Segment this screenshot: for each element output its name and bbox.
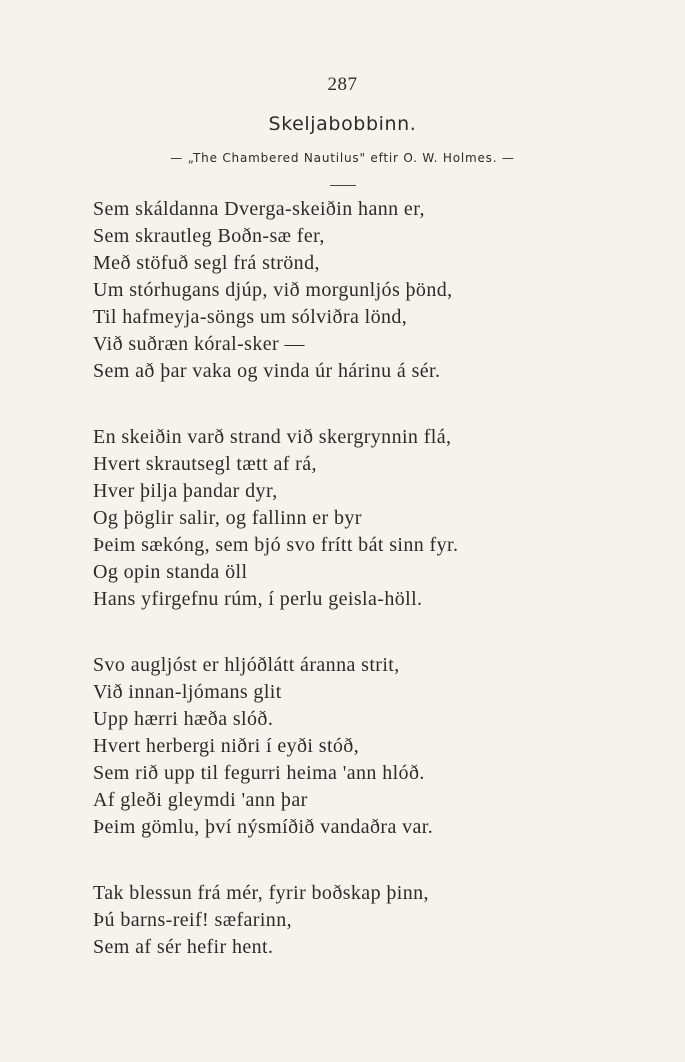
poem-line: Sem af sér hefir hent.	[93, 936, 274, 958]
poem-title: Skeljabobbinn.	[268, 113, 417, 135]
title-divider	[330, 185, 356, 186]
poem-line: Þú barns-reif! sæfarinn,	[93, 909, 292, 931]
poem-line: Hvert herbergi niðri í eyði stóð,	[93, 735, 360, 757]
page-number: 287	[327, 74, 358, 95]
poem-line: Við suðræn kóral-sker —	[93, 333, 305, 355]
poem-line: Við innan-ljómans glit	[93, 681, 282, 703]
poem-line: Og opin standa öll	[93, 561, 248, 583]
poem-line: Þeim sækóng, sem bjó svo frítt bát sinn fyr.	[93, 534, 459, 556]
stanza-3	[93, 652, 653, 841]
poem-line: Sem rið upp til fegurri heima 'ann hlóð.	[93, 762, 425, 784]
poem-line: En skeiðin varð strand við skergrynnin flá,	[93, 426, 452, 448]
stanza-1	[93, 196, 653, 385]
stanza-4	[93, 880, 653, 961]
poem-line: Af gleði gleymdi 'ann þar	[93, 789, 308, 811]
poem-line: Upp hærri hæða slóð.	[93, 708, 274, 730]
stanza-2	[93, 424, 653, 613]
poem-line: Með stöfuð segl frá strönd,	[93, 252, 320, 274]
poem-line: Sem skáldanna Dverga-skeiðin hann er,	[93, 198, 425, 220]
poem-line: Svo augljóst er hljóðlátt áranna strit,	[93, 654, 400, 676]
poem-line: Sem að þar vaka og vinda úr hárinu á sér.	[93, 360, 441, 382]
poem-line: Hver þilja þandar dyr,	[93, 480, 278, 502]
poem-line: Hans yfirgefnu rúm, í perlu geisla-höll.	[93, 588, 423, 610]
poem-line: Og þöglir salir, og fallinn er byr	[93, 507, 362, 529]
poem-line: Þeim gömlu, því nýsmíðið vandaðra var.	[93, 816, 434, 838]
poem-line: Um stórhugans djúp, við morgunljós þönd,	[93, 279, 453, 301]
poem-line: Hvert skrautsegl tætt af rá,	[93, 453, 317, 475]
poem-line: Sem skrautleg Boðn-sæ fer,	[93, 225, 325, 247]
poem-line: Tak blessun frá mér, fyrir boðskap þinn,	[93, 882, 429, 904]
poem-subtitle: — „The Chambered Nautilus" eftir O. W. Holmes. —	[170, 151, 515, 165]
poem-line: Til hafmeyja-söngs um sólviðra lönd,	[93, 306, 408, 328]
